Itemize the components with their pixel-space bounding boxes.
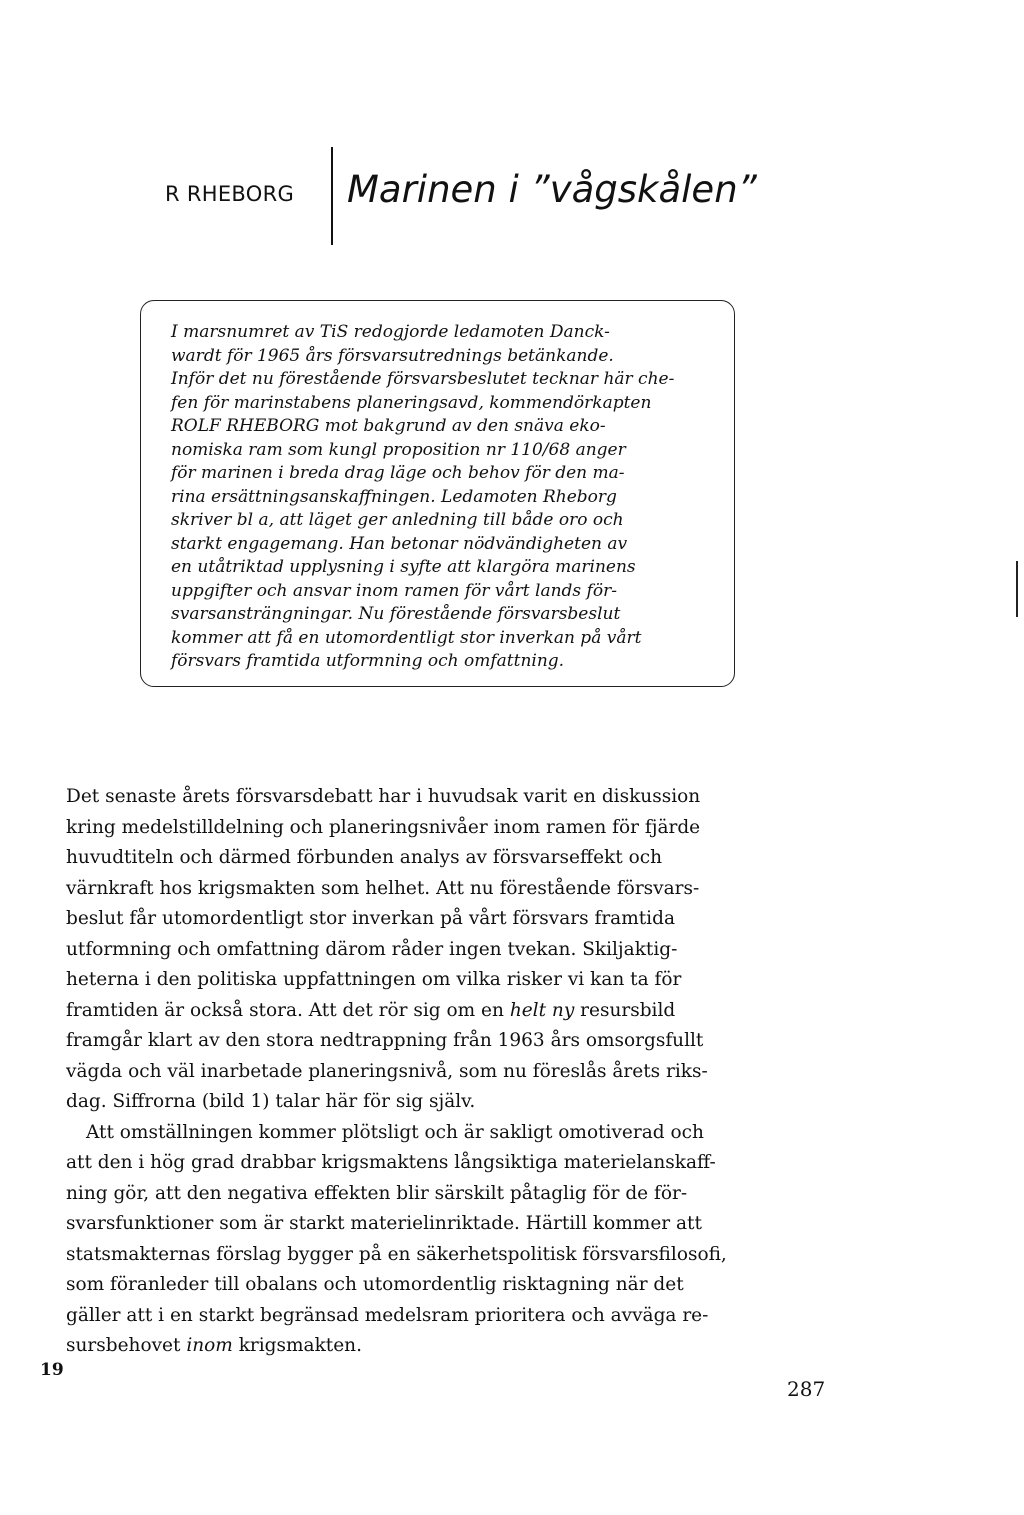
abstract-line: skriver bl a, att läget ger anledning till både oro och	[171, 510, 624, 530]
body-line: vägda och väl inarbetade planeringsnivå, som nu föreslås årets riks-	[66, 1060, 708, 1082]
page-edge-mark	[1016, 561, 1018, 617]
emphasis: helt ny	[509, 999, 575, 1021]
signature-number: 19	[40, 1360, 64, 1380]
body-line: huvudtiteln och därmed förbunden analys av försvarseffekt och	[66, 847, 662, 868]
abstract-line: rina ersättningsanskaffningen. Ledamoten Rheborg	[171, 486, 617, 507]
body-line: framgår klart av den stora nedtrappning från 1963 års omsorgsfullt	[66, 1030, 704, 1051]
abstract-line: ROLF RHEBORG mot bakgrund av den snäva eko-	[171, 416, 606, 436]
abstract-line: I marsnumret av TiS redogjorde ledamoten Danck-	[171, 322, 610, 342]
emphasis: inom	[186, 1335, 233, 1356]
body-line: framtiden är också stora. Att det rör sig om en helt ny resursbild	[66, 999, 676, 1021]
author-name: R RHEBORG	[165, 182, 295, 206]
abstract-line: för marinen i breda drag läge och behov för den ma-	[171, 463, 625, 483]
body-line: sursbehovet inom krigsmakten.	[66, 1335, 362, 1356]
body-line: utformning och omfattning därom råder ingen tvekan. Skiljaktig-	[66, 938, 678, 960]
body-line: som föranleder till obalans och utomordentlig risktagning när det	[66, 1274, 684, 1295]
abstract-line: försvars framtida utformning och omfattning.	[171, 651, 565, 671]
abstract-line: Inför det nu förestående försvarsbeslutet tecknar här che-	[171, 369, 675, 389]
body-line: värnkraft hos krigsmakten som helhet. Att nu förestående försvars-	[66, 877, 700, 899]
body-line: beslut får utomordentligt stor inverkan på vårt försvars framtida	[66, 908, 675, 929]
body-line: Att omställningen kommer plötsligt och är sakligt omotiverad och	[86, 1121, 704, 1143]
header-divider	[331, 147, 333, 245]
body-line: kring medelstilldelning och planeringsnivåer inom ramen för fjärde	[66, 816, 701, 838]
body-line: gäller att i en starkt begränsad medelsram prioritera och avväga re-	[66, 1304, 709, 1326]
body-line: att den i hög grad drabbar krigsmaktens långsiktiga materielanskaff-	[66, 1152, 716, 1173]
article-body	[66, 782, 836, 1362]
abstract-box	[140, 300, 735, 687]
page-number: 287	[787, 1377, 826, 1401]
body-line: heterna i den politiska uppfattningen om vilka risker vi kan ta för	[66, 969, 682, 990]
abstract-line: starkt engagemang. Han betonar nödvändigheten av	[171, 533, 628, 554]
body-line: svarsfunktioner som är starkt materielinriktade. Härtill kommer att	[66, 1213, 702, 1234]
abstract-line: en utåtriktad upplysning i syfte att klargöra marinens	[171, 557, 636, 577]
abstract-line: wardt för 1965 års försvarsutrednings betänkande.	[171, 345, 614, 366]
body-line: statsmakternas förslag bygger på en säkerhetspolitisk försvarsfilosofi,	[66, 1243, 727, 1265]
abstract-line: uppgifter och ansvar inom ramen för vårt lands för-	[171, 580, 617, 601]
abstract-line: fen för marinstabens planeringsavd, kommendörkapten	[171, 392, 652, 413]
abstract-line: kommer att få en utomordentligt stor inverkan på vårt	[171, 627, 642, 648]
abstract-line: svarsansträngningar. Nu förestående försvarsbeslut	[171, 604, 621, 624]
page-header	[0, 0, 1024, 300]
abstract-line: nomiska ram som kungl proposition nr 110/68 anger	[171, 439, 626, 460]
body-line: Det senaste årets försvarsdebatt har i huvudsak varit en diskussion	[66, 786, 701, 807]
body-line: dag. Siffrorna (bild 1) talar här för sig själv.	[66, 1091, 476, 1112]
body-line: ning gör, att den negativa effekten blir särskilt påtaglig för de för-	[66, 1182, 688, 1204]
article-title: Marinen i ”vågskålen”	[347, 168, 757, 211]
